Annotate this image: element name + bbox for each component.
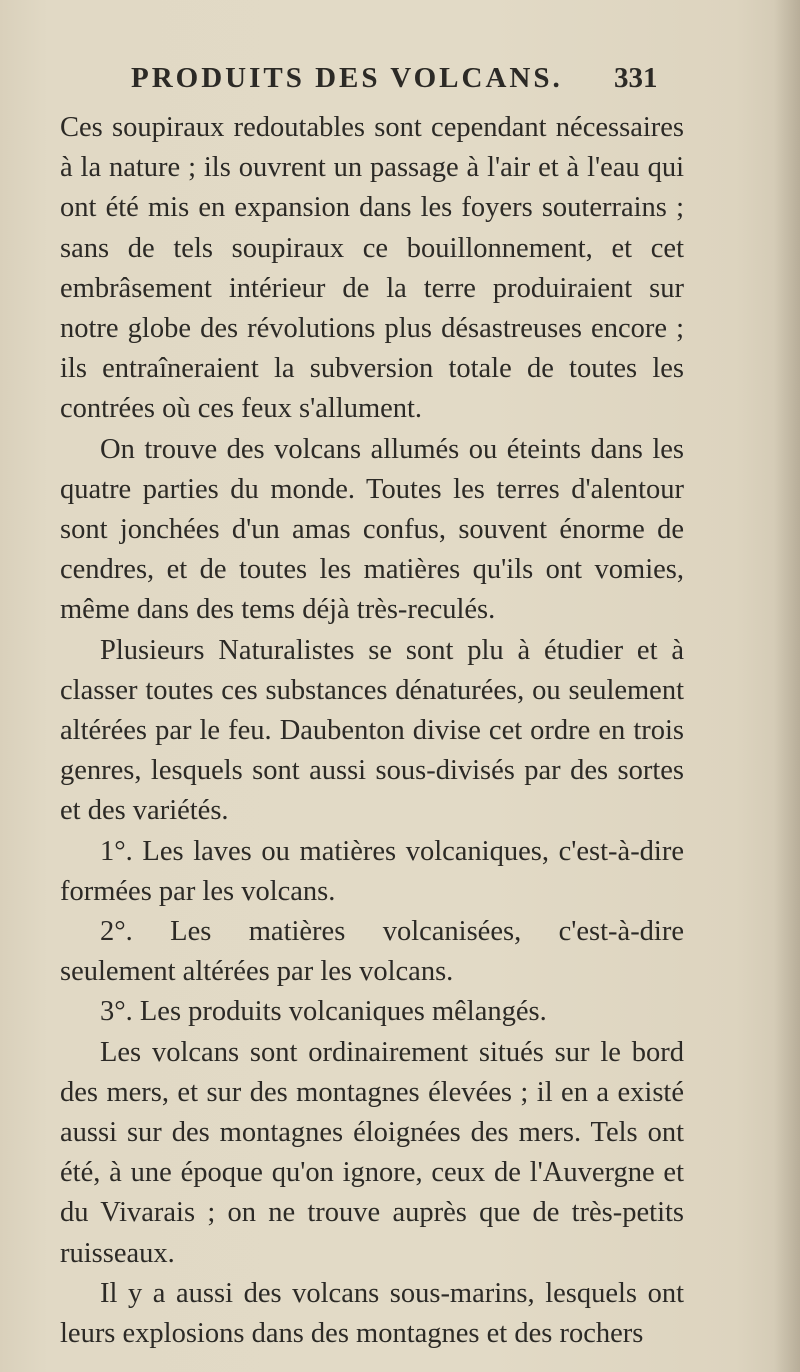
list-item-genre-1: 1°. Les laves ou matières volcaniques, c'est-à-dire formées par les volcans. (60, 835, 684, 907)
running-title: PRODUITS DES VOLCANS. (131, 62, 563, 94)
paragraph-volcans-sous-marins: Il y a aussi des volcans sous-marins, lesquels ont leurs explosions dans des montagnes et des rochers (60, 1277, 684, 1350)
paragraph-soupiraux: Ces soupiraux redoutables sont cependant nécessaires à la nature ; ils ouvrent un passage à l'air et à l'eau qui ont été mis en expansion dans les foyers souterrains ; sans de tels soupiraux ce bouillonnement, et cet embrâsement intérieur de la terre produiraient sur notre globe des révolutions plus désastreuses encore ; ils entraîneraient la subversion totale de toutes les contrées où ces feux s'allument. (60, 112, 684, 425)
body-text (60, 108, 684, 1354)
paragraph-situation-volcans: Les volcans sont ordinairement situés sur le bord des mers, et sur des montagnes élevées ; il en a existé aussi sur des montagnes éloignées des mers. Tels ont été, à une époque qu'on ignore, ceux de l'Auvergne et du Vivarais ; on ne trouve auprès que de très-petits ruisseaux. (60, 1036, 684, 1269)
list-item-genre-2: 2°. Les matières volcanisées, c'est-à-dire seulement altérées par les volcans. (60, 916, 684, 988)
paragraph-naturalistes: Plusieurs Naturalistes se sont plu à étudier et à classer toutes ces substances dénaturées, ou seulement altérées par le feu. Daubenton divise cet ordre en trois genres, lesquels sont aussi sous-divisés par des sortes et des variétés. (60, 634, 684, 827)
page-number: 331 (614, 62, 658, 94)
running-head (0, 62, 800, 102)
paragraph-volcans-allumes: On trouve des volcans allumés ou éteints dans les quatre parties du monde. Toutes les terres d'alentour sont jonchées d'un amas confus, souvent énorme de cendres, et de toutes les matières qu'ils ont vomies, même dans des tems déjà très-reculés. (60, 433, 684, 626)
list-item-genre-3: 3°. Les produits volcaniques mêlangés. (100, 996, 547, 1028)
page-edge-shadow (774, 0, 800, 1372)
